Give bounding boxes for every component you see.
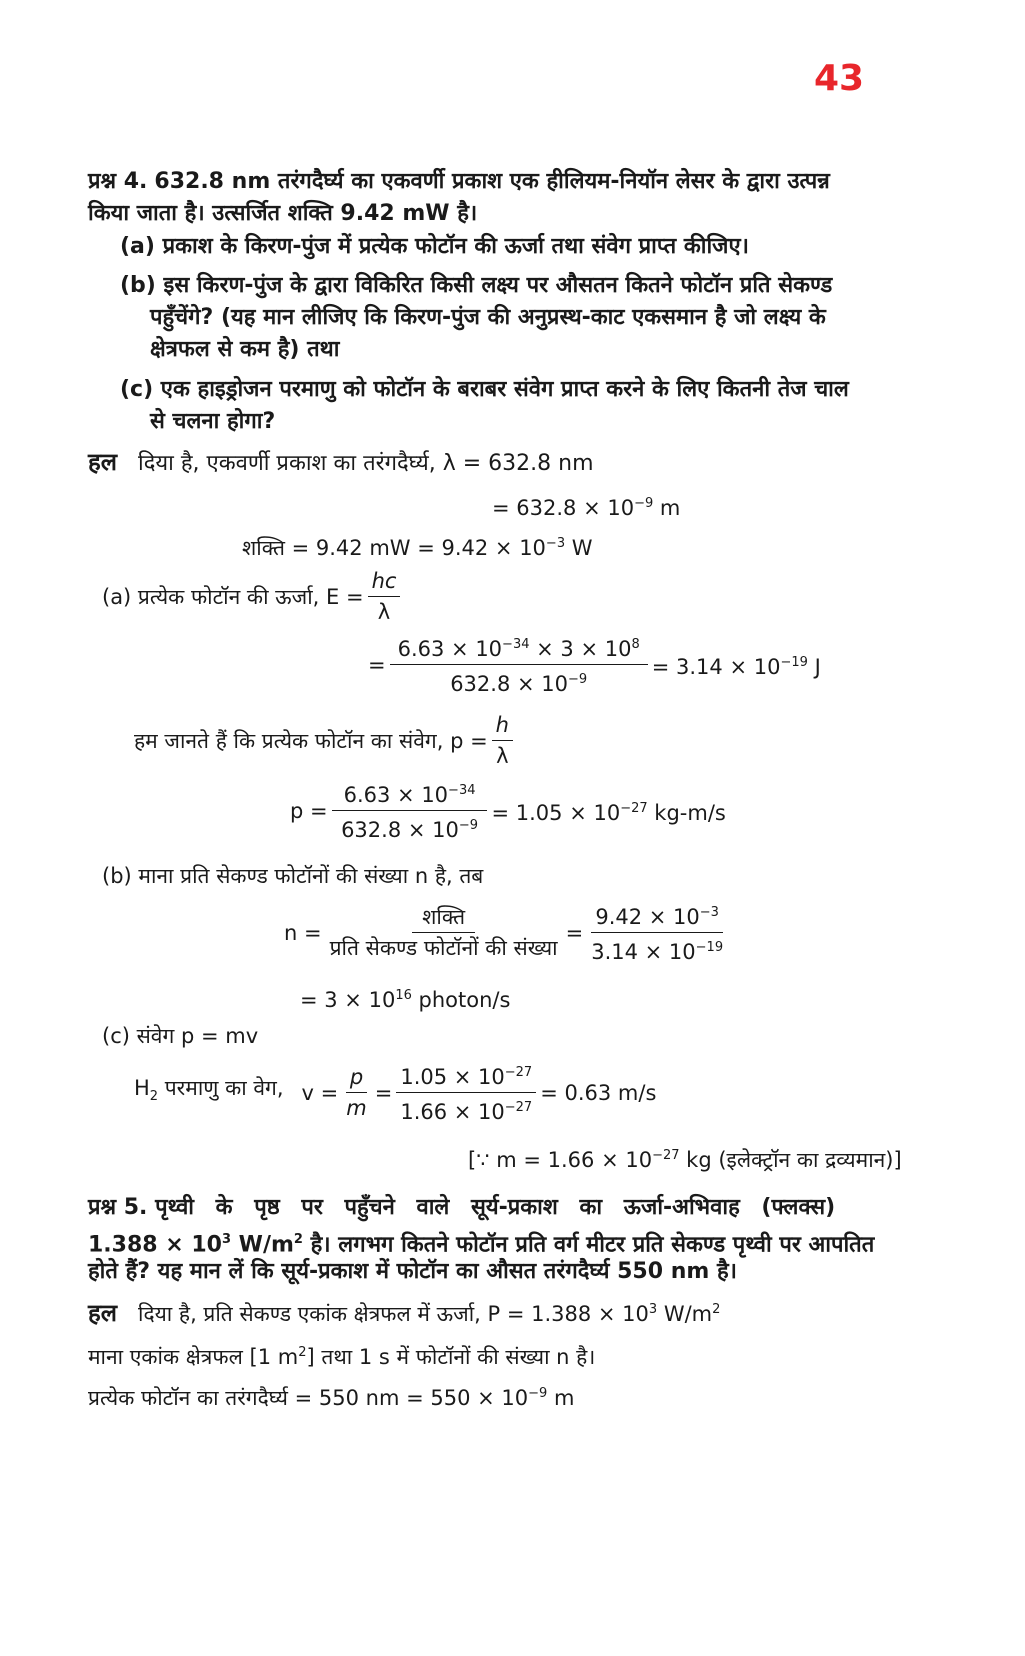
question-5-line-1: प्रश्न 5. पृथ्वी के पृष्ठ पर पहुँचने वाले सूर्य-प्रकाश का ऊर्जा-अभिवाह (फ्लक्स) xyxy=(88,1195,836,1220)
given-power: शक्ति = 9.42 mW = $9.42 \times 10^{-3}$ W xyxy=(242,536,593,560)
energy-calc-fraction: $\frac{6.63 \times 10^{-34} \times 3 \times 10^8}{632.8 \times 10^{-9}}$ xyxy=(390,630,648,699)
photon-count-intro: (b) माना प्रति सेकण्ड फोटॉनों की संख्या n है, तब xyxy=(102,864,484,888)
question-4-part-c-line-1: (c) एक हाइड्रोजन परमाणु को फोटॉन के बराबर संवेग प्राप्त करने के लिए कितनी तेज चाल xyxy=(120,377,849,402)
question-4-line-1 xyxy=(88,166,830,198)
energy-calculation: = $\frac{6.63 \times 10^{-34} \times 3 \times 10^8}{632.8 \times 10^{-9}}$ = $3.14 \times 10^{-19}$ J xyxy=(368,630,821,699)
solution-4-label: हल xyxy=(88,448,118,476)
momentum-formula: हम जानते हैं कि प्रत्येक फोटॉन का संवेग, p = $\frac{h}{\lambda}$ xyxy=(134,710,517,771)
question-4-part-a: (a) प्रकाश के किरण-पुंज में प्रत्येक फोटॉन की ऊर्जा तथा संवेग प्राप्त कीजिए। xyxy=(120,234,749,259)
question-4-text: 632.8 nm तरंगदैर्घ्य का एकवर्णी प्रकाश एक हीलियम-नियॉन लेसर के द्वारा उत्पन्न xyxy=(154,169,830,194)
photon-count-calculation: n = $\frac{\text{शक्ति}}{\text{प्रति सेकण्ड फोटॉनों की संख्या}}$ = $\frac{9.42 \times 10^{-3}}{3.14 \times 10^{-19}}$ xyxy=(284,898,731,967)
solution-4-given xyxy=(88,446,594,480)
velocity-symbol-fraction: $\frac{p}{m}$ xyxy=(342,1062,370,1123)
momentum-relation: (c) संवेग p = mv xyxy=(102,1024,259,1048)
momentum-calc-fraction: $\frac{6.63 \times 10^{-34}}{632.8 \times 10^{-9}}$ xyxy=(332,776,488,845)
energy-result: = $3.14 \times 10^{-19}$ J xyxy=(651,654,821,679)
question-5-line-2: $1.388 \times 10^3$ $W/m^2$ है। लगभग कितने फोटॉन प्रति वर्ग मीटर प्रति सेकण्ड पृथ्वी पर आपतित xyxy=(88,1232,875,1258)
photon-count-value-fraction: $\frac{9.42 \times 10^{-3}}{3.14 \times 10^{-19}}$ xyxy=(587,898,727,967)
question-4-line-2: किया जाता है। उत्सर्जित शक्ति 9.42 mW है। xyxy=(88,201,478,226)
momentum-result: = $1.05 \times 10^{-27}$ kg-m/s xyxy=(491,800,726,825)
solution-5-wavelength: प्रत्येक फोटॉन का तरंगदैर्घ्य = 550 nm = $550 \times 10^{-9}$ m xyxy=(88,1386,575,1410)
momentum-calculation: p = $\frac{6.63 \times 10^{-34}}{632.8 \times 10^{-9}}$ = $1.05 \times 10^{-27}$ kg-m/s xyxy=(290,776,726,845)
question-5-label: प्रश्न 5. xyxy=(88,1195,148,1220)
question-4-label: प्रश्न 4. xyxy=(88,169,148,194)
page-number: 43 xyxy=(814,58,865,99)
hydrogen-velocity-label: $H_2$ परमाणु का वेग, xyxy=(134,1075,284,1105)
velocity-value-fraction: $\frac{1.05 \times 10^{-27}}{1.66 \times 10^{-27}}$ xyxy=(396,1058,536,1127)
question-5-line-3: होते हैं? यह मान लें कि सूर्य-प्रकाश में फोटॉन का औसत तरंगदैर्घ्य 550 nm है। xyxy=(88,1259,737,1284)
given-wavelength: दिया है, एकवर्णी प्रकाश का तरंगदैर्घ्य, λ = 632.8 nm xyxy=(138,451,594,476)
question-4-part-c-line-2: से चलना होगा? xyxy=(150,409,276,434)
photon-count-word-fraction: $\frac{\text{शक्ति}}{\text{प्रति सेकण्ड फोटॉनों की संख्या}}$ xyxy=(326,902,562,963)
energy-formula xyxy=(102,566,404,627)
energy-fraction: $\frac{hc}{\lambda}$ xyxy=(368,566,401,627)
solution-5-label: हल xyxy=(88,1299,118,1327)
energy-label: (a) प्रत्येक फोटॉन की ऊर्जा, E = xyxy=(102,584,364,609)
mass-note: [∵ $m = 1.66 \times 10^{-27}$ kg (इलेक्ट्रॉन का द्रव्यमान)] xyxy=(468,1148,902,1172)
wavelength-in-metre: = $632.8 \times 10^{-9}$ m xyxy=(492,496,681,520)
question-4-part-b-line-3: क्षेत्रफल से कम है) तथा xyxy=(150,337,340,362)
momentum-fraction: $\frac{h}{\lambda}$ xyxy=(492,710,513,771)
question-4-part-b-line-2: पहुँचेंगे? (यह मान लीजिए कि किरण-पुंज की अनुप्रस्थ-काट एकसमान है जो लक्ष्य के xyxy=(150,305,826,330)
question-4-part-b-line-1: (b) इस किरण-पुंज के द्वारा विकिरित किसी लक्ष्य पर औसतन कितने फोटॉन प्रति सेकण्ड xyxy=(120,273,833,298)
velocity-calculation: $H_2$ परमाणु का वेग, v = $\frac{p}{m}$ = $\frac{1.05 \times 10^{-27}}{1.66 \times 10^{-27}}$ = 0.63 m/s xyxy=(134,1058,656,1127)
solution-5-assumption: माना एकांक क्षेत्रफल [1 $m^2$] तथा 1 s में फोटॉनों की संख्या n है। xyxy=(88,1345,596,1369)
photon-count-result: = $3 \times 10^{16}$ photon/s xyxy=(300,988,511,1012)
velocity-result: = 0.63 m/s xyxy=(540,1080,657,1105)
solution-5-given: हल दिया है, प्रति सेकण्ड एकांक क्षेत्रफल में ऊर्जा, $P = 1.388 \times 10^3$ $W/m^2$ xyxy=(88,1299,721,1327)
